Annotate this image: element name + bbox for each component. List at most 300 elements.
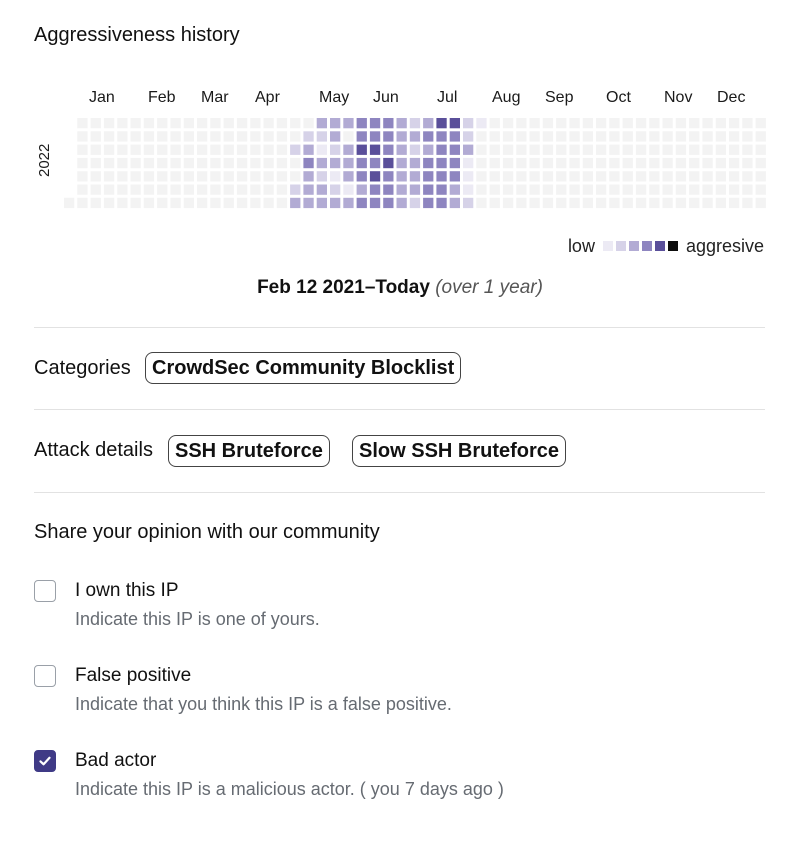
heatmap-cell	[210, 145, 220, 155]
heatmap-cell	[583, 131, 593, 141]
heatmap-cell	[476, 198, 486, 208]
heatmap-cell	[250, 158, 260, 168]
month-label-jan: Jan	[89, 89, 115, 106]
heatmap-cell	[609, 171, 619, 181]
heatmap-cell	[649, 118, 659, 128]
heatmap-cell	[290, 185, 300, 195]
heatmap-cell	[383, 145, 393, 155]
heatmap-cell	[649, 131, 659, 141]
heatmap-cell	[716, 198, 726, 208]
heatmap-cell	[689, 171, 699, 181]
heatmap-cell	[224, 171, 234, 181]
heatmap-cell	[357, 158, 367, 168]
heatmap-cell	[343, 145, 353, 155]
heatmap-cell	[649, 198, 659, 208]
divider	[34, 409, 765, 410]
heatmap-cell	[317, 185, 327, 195]
heatmap-cell	[264, 118, 274, 128]
heatmap-cell	[623, 131, 633, 141]
heatmap-cell	[277, 118, 287, 128]
heatmap-cell	[556, 131, 566, 141]
heatmap-cell	[623, 118, 633, 128]
heatmap-cell	[117, 118, 127, 128]
heatmap-cell	[104, 185, 114, 195]
heatmap-cell	[716, 145, 726, 155]
heatmap-cell	[131, 171, 141, 181]
heatmap-cell	[543, 198, 553, 208]
heatmap-cell	[423, 198, 433, 208]
heatmap-cell	[224, 158, 234, 168]
heatmap-cell	[397, 145, 407, 155]
heatmap-cell	[516, 158, 526, 168]
heatmap-cell	[636, 118, 646, 128]
heatmap-cell	[516, 118, 526, 128]
heatmap-cell	[702, 145, 712, 155]
heatmap-cell	[64, 198, 74, 208]
heatmap-cell	[663, 198, 673, 208]
option-bad-actor[interactable]	[34, 749, 774, 809]
heatmap-cell	[397, 158, 407, 168]
own-ip-checkbox[interactable]	[34, 580, 56, 602]
heatmap-cell	[290, 131, 300, 141]
heatmap-cell	[264, 131, 274, 141]
heatmap-cell	[663, 131, 673, 141]
heatmap-cell	[530, 118, 540, 128]
heatmap-cell	[357, 118, 367, 128]
heatmap-cell	[264, 198, 274, 208]
heatmap-cell	[716, 131, 726, 141]
heatmap-cell	[609, 198, 619, 208]
heatmap-cell	[583, 158, 593, 168]
heatmap-cell	[423, 131, 433, 141]
heatmap-cell	[330, 131, 340, 141]
history-title: Aggressiveness history	[34, 24, 240, 46]
bad-actor-label[interactable]: Bad actor	[75, 750, 157, 771]
heatmap-cell	[397, 198, 407, 208]
heatmap-cell	[410, 145, 420, 155]
heatmap-cell	[370, 145, 380, 155]
heatmap-cell	[676, 185, 686, 195]
check-icon	[38, 754, 52, 768]
heatmap-cell	[290, 158, 300, 168]
heatmap-cell	[729, 131, 739, 141]
attack-tag-slow-ssh-bruteforce[interactable]: Slow SSH Bruteforce	[352, 435, 566, 467]
heatmap-cell	[702, 185, 712, 195]
heatmap-cell	[250, 145, 260, 155]
heatmap-cell	[77, 198, 87, 208]
heatmap-cell	[636, 171, 646, 181]
heatmap-cell	[569, 185, 579, 195]
heatmap-cell	[303, 198, 313, 208]
heatmap-cell	[676, 118, 686, 128]
heatmap-cell	[636, 145, 646, 155]
heatmap-cell	[503, 145, 513, 155]
heatmap-cell	[516, 145, 526, 155]
heatmap-cell	[583, 145, 593, 155]
heatmap-cell	[144, 145, 154, 155]
category-tag[interactable]: CrowdSec Community Blocklist	[145, 352, 461, 384]
heatmap-cell	[676, 131, 686, 141]
heatmap-cell	[330, 171, 340, 181]
heatmap-cell	[476, 118, 486, 128]
heatmap-cell	[716, 185, 726, 195]
heatmap-cell	[689, 185, 699, 195]
heatmap-cell	[157, 171, 167, 181]
heatmap-cell	[157, 158, 167, 168]
heatmap-cell	[702, 131, 712, 141]
legend-swatch-5	[655, 241, 665, 251]
heatmap-cell	[117, 158, 127, 168]
heatmap-cell	[303, 158, 313, 168]
heatmap-cell	[277, 171, 287, 181]
heatmap-cell	[184, 145, 194, 155]
heatmap-cell	[503, 171, 513, 181]
month-label-jul: Jul	[437, 89, 458, 106]
month-label-sep: Sep	[545, 89, 574, 106]
attack-tag-ssh-bruteforce[interactable]: SSH Bruteforce	[168, 435, 330, 467]
heatmap-cell	[490, 198, 500, 208]
heatmap-cell	[91, 158, 101, 168]
heatmap-cell	[131, 118, 141, 128]
heatmap-cell	[197, 118, 207, 128]
heatmap-cell	[596, 198, 606, 208]
option-false-positive[interactable]	[34, 664, 774, 724]
heatmap-cell	[596, 158, 606, 168]
heatmap-cell	[250, 198, 260, 208]
heatmap-cell	[343, 171, 353, 181]
heatmap-cell	[702, 118, 712, 128]
heatmap-cell	[170, 185, 180, 195]
heatmap-cell	[702, 171, 712, 181]
heatmap-cell	[370, 158, 380, 168]
heatmap-cell	[237, 118, 247, 128]
heatmap-cell	[476, 145, 486, 155]
heatmap-cell	[649, 145, 659, 155]
heatmap-cell	[117, 198, 127, 208]
heatmap-cell	[170, 131, 180, 141]
heatmap-cell	[330, 145, 340, 155]
heatmap-cell	[436, 131, 446, 141]
heatmap-cell	[490, 131, 500, 141]
heatmap-cell	[503, 185, 513, 195]
heatmap-cell	[383, 131, 393, 141]
heatmap-cell	[742, 118, 752, 128]
month-label-nov: Nov	[664, 89, 693, 106]
heatmap-cell	[436, 198, 446, 208]
heatmap-cell	[689, 158, 699, 168]
heatmap-cell	[450, 185, 460, 195]
heatmap-cell	[104, 131, 114, 141]
heatmap-cell	[530, 145, 540, 155]
heatmap-cell	[397, 185, 407, 195]
heatmap-cell	[317, 131, 327, 141]
heatmap-cell	[756, 145, 766, 155]
heatmap-cell	[450, 145, 460, 155]
heatmap-cell	[370, 131, 380, 141]
heatmap-cell	[463, 131, 473, 141]
heatmap-cell	[729, 118, 739, 128]
heatmap-cell	[370, 118, 380, 128]
heatmap-cell	[117, 185, 127, 195]
heatmap-cell	[623, 198, 633, 208]
heatmap-cell	[104, 118, 114, 128]
heatmap-cell	[530, 185, 540, 195]
heatmap-cell	[556, 171, 566, 181]
heatmap-cell	[170, 158, 180, 168]
heatmap-cell	[104, 198, 114, 208]
heatmap-cell	[290, 118, 300, 128]
heatmap-cell	[756, 198, 766, 208]
heatmap-cell	[224, 145, 234, 155]
heatmap-cell	[197, 171, 207, 181]
heatmap-cell	[144, 198, 154, 208]
heatmap-cell	[463, 171, 473, 181]
heatmap-cell	[224, 185, 234, 195]
heatmap-cell	[543, 131, 553, 141]
heatmap-cell	[609, 185, 619, 195]
heatmap-cell	[91, 185, 101, 195]
heatmap-cell	[144, 131, 154, 141]
heatmap-cell	[77, 158, 87, 168]
legend-swatch-1	[603, 241, 613, 251]
heatmap-cell	[663, 158, 673, 168]
heatmap-cell	[370, 198, 380, 208]
heatmap-cell	[250, 185, 260, 195]
heatmap-cell	[77, 145, 87, 155]
option-own-ip[interactable]	[34, 579, 774, 639]
heatmap-cell	[476, 131, 486, 141]
heatmap-cell	[476, 185, 486, 195]
heatmap-cell	[689, 198, 699, 208]
heatmap-cell	[210, 118, 220, 128]
heatmap-cell	[343, 118, 353, 128]
heatmap-cell	[729, 171, 739, 181]
heatmap-cell	[450, 198, 460, 208]
heatmap-cell	[290, 198, 300, 208]
heatmap-cell	[463, 185, 473, 195]
heatmap-cell	[317, 145, 327, 155]
heatmap-cell	[224, 118, 234, 128]
heatmap-cell	[157, 145, 167, 155]
month-label-may: May	[319, 89, 350, 106]
heatmap-cell	[157, 131, 167, 141]
heatmap-cell	[436, 171, 446, 181]
heatmap-cell	[317, 198, 327, 208]
heatmap-cell	[569, 158, 579, 168]
heatmap-legend	[568, 234, 764, 258]
heatmap-cell	[357, 198, 367, 208]
year-label: 2022	[36, 143, 53, 177]
heatmap-cell	[530, 198, 540, 208]
heatmap-cell	[689, 131, 699, 141]
legend-swatch-3	[629, 241, 639, 251]
heatmap-cell	[397, 118, 407, 128]
heatmap-cell	[490, 171, 500, 181]
heatmap-cell	[583, 118, 593, 128]
heatmap-cell	[357, 145, 367, 155]
heatmap-cell	[170, 145, 180, 155]
heatmap-cell	[210, 171, 220, 181]
heatmap-cell	[264, 185, 274, 195]
heatmap-cell	[237, 171, 247, 181]
heatmap-cell	[742, 198, 752, 208]
heatmap-cell	[569, 171, 579, 181]
heatmap-cell	[357, 171, 367, 181]
heatmap-cell	[716, 158, 726, 168]
heatmap-cell	[410, 185, 420, 195]
heatmap-cell	[742, 185, 752, 195]
heatmap-cell	[636, 185, 646, 195]
month-label-feb: Feb	[148, 89, 176, 106]
legend-swatch-6	[668, 241, 678, 251]
heatmap-cell	[729, 185, 739, 195]
heatmap-cell	[224, 131, 234, 141]
heatmap-cell	[330, 158, 340, 168]
heatmap-cell	[716, 118, 726, 128]
month-label-oct: Oct	[606, 89, 631, 106]
heatmap-cell	[184, 198, 194, 208]
heatmap-cell	[490, 185, 500, 195]
heatmap-cell	[157, 185, 167, 195]
heatmap-cell	[157, 198, 167, 208]
heatmap-cell	[277, 131, 287, 141]
heatmap-cell	[636, 158, 646, 168]
heatmap-cell	[144, 171, 154, 181]
heatmap-cell	[317, 171, 327, 181]
heatmap-cell	[131, 131, 141, 141]
heatmap-cell	[530, 158, 540, 168]
heatmap-cell	[370, 185, 380, 195]
heatmap-cell	[543, 171, 553, 181]
heatmap-cell	[357, 185, 367, 195]
heatmap-cell	[663, 145, 673, 155]
heatmap-cell	[423, 145, 433, 155]
heatmap-cell	[490, 118, 500, 128]
heatmap-cell	[383, 171, 393, 181]
heatmap-cell	[210, 198, 220, 208]
heatmap-cell	[596, 118, 606, 128]
heatmap-cell	[210, 158, 220, 168]
bad-actor-checkbox[interactable]	[34, 750, 56, 772]
heatmap-cell	[157, 118, 167, 128]
heatmap-cell	[490, 145, 500, 155]
heatmap-cell	[104, 171, 114, 181]
heatmap-cell	[144, 185, 154, 195]
heatmap-cell	[503, 118, 513, 128]
heatmap-cell	[277, 158, 287, 168]
heatmap-cell	[516, 198, 526, 208]
heatmap-cell	[91, 198, 101, 208]
heatmap-cell	[343, 185, 353, 195]
heatmap-cell	[609, 131, 619, 141]
heatmap-cell	[210, 185, 220, 195]
heatmap-cell	[716, 171, 726, 181]
heatmap-cell	[463, 145, 473, 155]
heatmap-cell	[676, 158, 686, 168]
heatmap-cell	[569, 131, 579, 141]
heatmap-cell	[117, 171, 127, 181]
heatmap-cell	[290, 171, 300, 181]
heatmap-cell	[131, 145, 141, 155]
heatmap-cell	[636, 198, 646, 208]
heatmap-cell	[423, 118, 433, 128]
heatmap-cell	[250, 131, 260, 141]
attack-details-label: Attack details	[34, 439, 153, 461]
heatmap-cell	[490, 158, 500, 168]
heatmap-cell	[636, 131, 646, 141]
heatmap-cell	[530, 131, 540, 141]
heatmap-cell	[277, 185, 287, 195]
heatmap-cell	[91, 145, 101, 155]
heatmap-cell	[197, 198, 207, 208]
own-ip-label[interactable]: I own this IP	[75, 580, 179, 601]
heatmap-cell	[237, 198, 247, 208]
heatmap-cell	[463, 198, 473, 208]
heatmap-cell	[264, 145, 274, 155]
heatmap-cell	[383, 185, 393, 195]
heatmap-cell	[397, 131, 407, 141]
heatmap-cell	[543, 145, 553, 155]
heatmap-cell	[423, 185, 433, 195]
heatmap-cell	[609, 158, 619, 168]
heatmap-cell	[131, 158, 141, 168]
heatmap-cell	[450, 158, 460, 168]
heatmap-cell	[436, 158, 446, 168]
heatmap-cell	[450, 131, 460, 141]
heatmap-cell	[383, 198, 393, 208]
heatmap-cell	[596, 185, 606, 195]
date-range-note: (over 1 year)	[435, 277, 543, 298]
heatmap-cell	[131, 185, 141, 195]
heatmap-cell	[117, 131, 127, 141]
heatmap-cell	[343, 198, 353, 208]
heatmap-cell	[144, 118, 154, 128]
heatmap-cell	[410, 118, 420, 128]
heatmap-cell	[556, 118, 566, 128]
false-positive-checkbox[interactable]	[34, 665, 56, 687]
heatmap-cell	[663, 185, 673, 195]
legend-high-label: aggresive	[685, 235, 764, 256]
false-positive-description: Indicate that you think this IP is a false positive.	[75, 694, 452, 714]
heatmap-cell	[290, 145, 300, 155]
own-ip-description: Indicate this IP is one of yours.	[75, 609, 320, 629]
heatmap-cell	[264, 158, 274, 168]
heatmap-cell	[197, 185, 207, 195]
heatmap-cell	[170, 118, 180, 128]
aggressiveness-heatmap	[0, 0, 800, 220]
heatmap-cell	[756, 118, 766, 128]
heatmap-cell	[756, 131, 766, 141]
heatmap-cell	[516, 171, 526, 181]
legend-swatch-4	[642, 241, 652, 251]
heatmap-cell	[609, 145, 619, 155]
heatmap-cell	[569, 118, 579, 128]
heatmap-cell	[330, 185, 340, 195]
heatmap-cell	[77, 131, 87, 141]
heatmap-cell	[277, 145, 287, 155]
false-positive-label[interactable]: False positive	[75, 665, 192, 686]
heatmap-cell	[596, 171, 606, 181]
heatmap-cell	[91, 171, 101, 181]
heatmap-cell	[104, 158, 114, 168]
heatmap-cell	[596, 131, 606, 141]
heatmap-cell	[197, 158, 207, 168]
heatmap-cell	[317, 158, 327, 168]
heatmap-cell	[676, 145, 686, 155]
heatmap-cell	[729, 198, 739, 208]
heatmap-cell	[729, 158, 739, 168]
heatmap-cell	[357, 131, 367, 141]
